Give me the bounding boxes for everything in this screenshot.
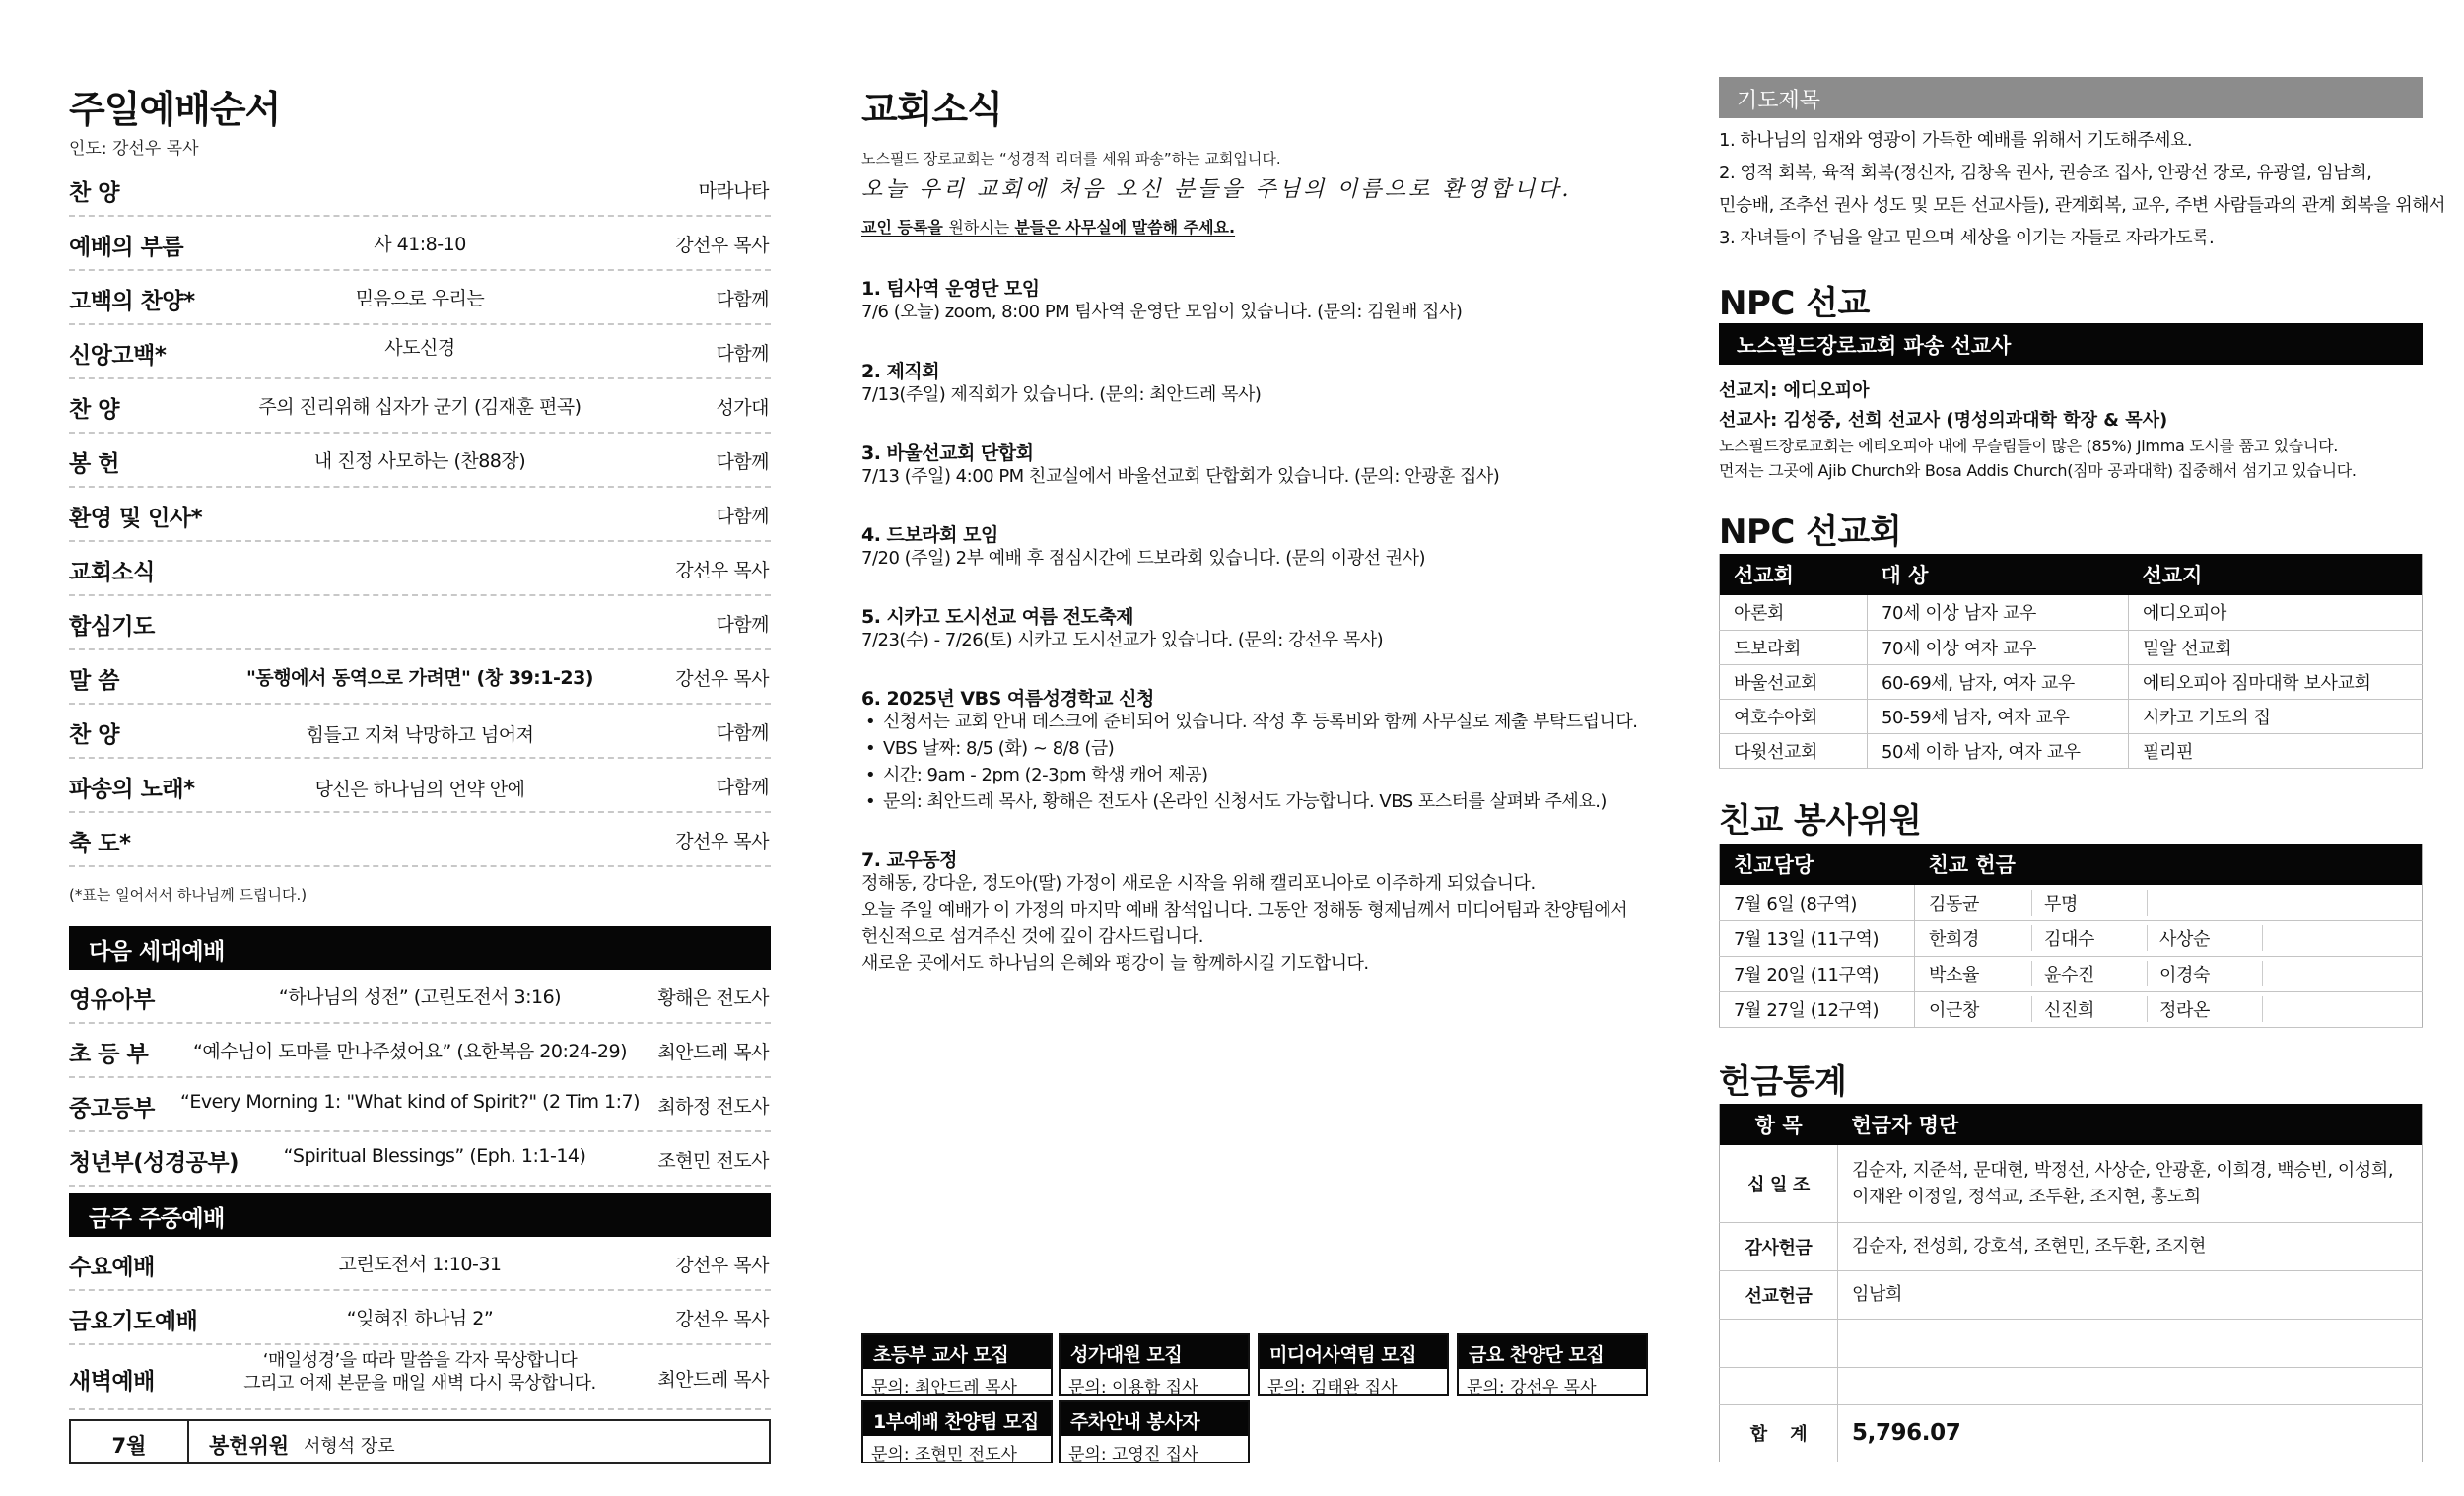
next-gen-row: 초 등 부 “예수님이 도마를 만나주셨어요” (요한복음 20:24-29) 최안드레 목사	[69, 1024, 771, 1078]
committee-name: 서형석 장로	[304, 1436, 395, 1457]
news-heading: 2. 제직회	[861, 361, 940, 382]
recruit-box: 주차안내 봉사자 문의: 고영진 집사	[1059, 1400, 1250, 1463]
missionary-names: 선교사: 김성중, 선희 선교사 (명성의과대학 학장 & 목사)	[1719, 410, 2168, 431]
recruit-box: 성가대원 모집 문의: 이용함 집사	[1059, 1333, 1250, 1396]
standing-note: (*표는 일어서서 하나님께 드립니다.)	[69, 886, 308, 904]
total-row: 합 계 5,796.07	[1720, 1404, 2423, 1462]
mission-groups-table: 선교회 대 상 선교지 아론회 70세 이상 남자 교우 에디오피아 드보라회 70세 이상 여자 교우 밀알 선교회 바울선교회 60-69세, 남자, 여자 교우 에티오피아 짐마대학 보사교회 여호수아회 50-59세 남자, 여자 교우 시카고 기도의 집 다윗선교회 50세 이하 남자, 여자 교우 필리핀	[1719, 554, 2423, 769]
news-body: 7/13 (주일) 4:00 PM 친교실에서 바울선교회 단합회가 있습니다. (문의: 안광훈 집사)	[861, 466, 1500, 487]
news-body: 정해동, 강다운, 정도아(딸) 가정이 새로운 시작을 위해 캘리포니아로 이주하게 되었습니다. 오늘 주일 예배가 이 가정의 마지막 예배 참석입니다. 그동안 정해동 형제님께서 미디어팀과 찬양팀에서 헌신적으로 섬겨주신 것에 깊이 감사드립니다. 새로운 곳에서도 하나님의 은혜와 평강이 늘 함께하시길 기도합니다.	[861, 873, 1628, 974]
service-row: 환영 및 인사* 다함께	[69, 488, 771, 542]
table-row	[1720, 1319, 2423, 1367]
service-row: 고백의 찬양* 믿음으로 우리는 다함께	[69, 271, 771, 325]
news-body: 7/23(수) - 7/26(토) 시카고 도시선교가 있습니다. (문의: 강선우 목사)	[861, 630, 1384, 650]
npc-mission-title: NPC 선교	[1719, 284, 1870, 323]
news-intro: 노스필드 장로교회는 “성경적 리더를 세워 파송”하는 교회입니다.	[861, 150, 1281, 168]
service-row: 예배의 부름 사 41:8-10 강선우 목사	[69, 217, 771, 271]
recruit-box: 초등부 교사 모집 문의: 최안드레 목사	[861, 1333, 1053, 1396]
table-row: 7월 27일 (12구역) 이근창 신진희 정라온	[1720, 991, 2423, 1027]
recruit-box: 미디어사역팀 모집 문의: 김태완 집사	[1258, 1333, 1449, 1396]
weekday-row: 새벽예배 ‘매일성경’을 따라 말씀을 각자 묵상합니다 그리고 어제 본문을 매일 새벽 다시 묵상합니다. 최안드레 목사	[69, 1345, 771, 1410]
page-title: 주일예배순서	[69, 88, 281, 131]
prayer-header: 기도제목	[1719, 77, 2423, 118]
offering-stats-title: 헌금통계	[1719, 1062, 1847, 1102]
news-body: 7/6 (오늘) zoom, 8:00 PM 팀사역 운영단 모임이 있습니다. (문의: 김원배 집사)	[861, 302, 1463, 322]
service-row: 합심기도 다함께	[69, 596, 771, 650]
news-heading: 7. 교우동정	[861, 850, 957, 871]
recruit-box: 금요 찬양단 모집 문의: 강선우 목사	[1457, 1333, 1648, 1396]
table-row: 드보라회 70세 이상 여자 교우 밀알 선교회	[1720, 630, 2423, 664]
fellowship-table: 친교담당 친교 헌금 7월 6일 (8구역) 김동균 무명 7월 13일 (11구역) 한희경 김대수 사상순 7월 20일 (11구역) 박소율 윤수진 이경숙 7월 27일 (12구역) 이근창 신진희 정라온	[1719, 844, 2423, 1028]
list-item: • VBS 날짜: 8/5 (화) ~ 8/8 (금)	[861, 735, 1638, 762]
table-row: 7월 6일 (8구역) 김동균 무명	[1720, 885, 2423, 920]
mission-bar: 노스필드장로교회 파송 선교사	[1719, 323, 2423, 365]
table-row: 여호수아회 50-59세 남자, 여자 교우 시카고 기도의 집	[1720, 699, 2423, 733]
table-row: 다윗선교회 50세 이하 남자, 여자 교우 필리핀	[1720, 733, 2423, 768]
service-row: 찬 양 힘들고 지쳐 낙망하고 넘어져 다함께	[69, 705, 771, 759]
weekday-row: 수요예배 고린도전서 1:10-31 강선우 목사	[69, 1237, 771, 1291]
next-gen-row: 영유아부 “하나님의 성전” (고린도전서 3:16) 황해은 전도사	[69, 970, 771, 1024]
welcome-handwriting: 오늘 우리 교회에 처음 오신 분들을 주님의 이름으로 환영합니다.	[861, 177, 1572, 202]
news-heading: 4. 드보라회 모임	[861, 524, 998, 546]
next-gen-row: 중고등부 “Every Morning 1: "What kind of Spirit?" (2 Tim 1:7) 최하정 전도사	[69, 1078, 771, 1132]
mission-field: 선교지: 에디오피아	[1719, 380, 1870, 401]
vbs-bullet-list	[861, 709, 1638, 815]
table-row: 바울선교회 60-69세, 남자, 여자 교우 에티오피아 짐마대학 보사교회	[1720, 664, 2423, 699]
weekday-row: 금요기도예배 “잊혀진 하나님 2” 강선우 목사	[69, 1291, 771, 1345]
service-row: 봉 헌 내 진정 사모하는 (찬88장) 다함께	[69, 434, 771, 488]
leader-text: 인도: 강선우 목사	[69, 139, 199, 159]
service-row: 교회소식 강선우 목사	[69, 542, 771, 596]
offering-committee-box	[69, 1419, 771, 1464]
list-item: • 시간: 9am - 2pm (2-3pm 학생 캐어 제공)	[861, 762, 1638, 788]
list-item: • 신청서는 교회 안내 데스크에 준비되어 있습니다. 작성 후 등록비와 함께 사무실로 제출 부탁드립니다.	[861, 709, 1638, 735]
mission-description: 노스필드장로교회는 에티오피아 내에 무슬림들이 많은 (85%) Jimma 도시를 품고 있습니다. 먼저는 그곳에 Ajib Church와 Bosa Addis Church(짐마 공과대학) 집중해서 섬기고 있습니다.	[1719, 437, 2357, 480]
news-heading: 5. 시카고 도시선교 여름 전도축제	[861, 606, 1133, 628]
service-row: 찬 양 마라나타	[69, 163, 771, 217]
offering-stats-table: 항 목 헌금자 명단 십 일 조 김순자, 지준석, 문대현, 박정선, 사상순, 안광훈, 이희경, 백승빈, 이성희, 이재완 이정일, 정석교, 조두환, 조지현, 홍도희 감사헌금 김순자, 전성희, 강호석, 조현민, 조두환, 조지현 선교헌금 임남희 합 계 5,796.07	[1719, 1104, 2423, 1462]
news-heading: 6. 2025년 VBS 여름성경학교 신청	[861, 688, 1154, 710]
news-body: 7/20 (주일) 2부 예배 후 점심시간에 드보라회 있습니다. (문의 이광선 권사)	[861, 548, 1425, 569]
news-body: 7/13(주일) 제직회가 있습니다. (문의: 최안드레 목사)	[861, 384, 1262, 405]
service-row: 축 도* 강선우 목사	[69, 813, 771, 867]
table-row: 감사헌금 김순자, 전성희, 강호석, 조현민, 조두환, 조지현	[1720, 1222, 2423, 1270]
fellowship-title: 친교 봉사위원	[1719, 801, 1922, 841]
month-label: 7월	[71, 1421, 189, 1462]
news-title: 교회소식	[861, 88, 1002, 131]
service-row: 찬 양 주의 진리위해 십자가 군기 (김재훈 편곡) 성가대	[69, 379, 771, 434]
offering-total: 5,796.07	[1838, 1404, 2423, 1462]
table-row: 선교헌금 임남희	[1720, 1270, 2423, 1319]
service-row-sermon: 말 씀 "동행에서 동역으로 가려면" (창 39:1-23) 강선우 목사	[69, 650, 771, 705]
table-row: 아론회 70세 이상 남자 교우 에디오피아	[1720, 595, 2423, 630]
news-heading: 3. 바울선교회 단합회	[861, 442, 1034, 464]
next-gen-header: 다음 세대예배	[69, 926, 771, 970]
committee-label: 봉헌위원	[209, 1434, 290, 1458]
service-row: 신앙고백* 사도신경 다함께	[69, 325, 771, 379]
table-row: 7월 13일 (11구역) 한희경 김대수 사상순	[1720, 920, 2423, 956]
next-gen-row: 청년부(성경공부) “Spiritual Blessings” (Eph. 1:1-14) 조현민 전도사	[69, 1132, 771, 1187]
weekday-header: 금주 주중예배	[69, 1193, 771, 1237]
prayer-list: 1. 하나님의 임재와 영광이 가득한 예배를 위해서 기도해주세요. 2. 영적 회복, 육적 회복(정신자, 김창옥 권사, 권승조 집사, 안광선 장로, 유광열, 임남희, 민승배, 조추선 권사 성도 및 모든 선교사들), 관계회복, 교우, 주변 사람들과의 관계 회복을 위해서 3. 자녀들이 주님을 알고 믿으며 세상을 이기는 자들로 자라가도록.	[1719, 130, 2446, 248]
npc-groups-title: NPC 선교회	[1719, 512, 1902, 552]
list-item: • 문의: 최안드레 목사, 황해은 전도사 (온라인 신청서도 가능합니다. VBS 포스터를 살펴봐 주세요.)	[861, 788, 1638, 815]
recruit-box: 1부예배 찬양팀 모집 문의: 조현민 전도사	[861, 1400, 1053, 1463]
table-row	[1720, 1367, 2423, 1404]
table-row: 십 일 조 김순자, 지준석, 문대현, 박정선, 사상순, 안광훈, 이희경, 백승빈, 이성희, 이재완 이정일, 정석교, 조두환, 조지현, 홍도희	[1720, 1145, 2423, 1222]
registration-note: 교인 등록을 원하시는 분들은 사무실에 말씀해 주세요.	[861, 218, 1236, 237]
table-row: 7월 20일 (11구역) 박소율 윤수진 이경숙	[1720, 956, 2423, 991]
service-row: 파송의 노래* 당신은 하나님의 언약 안에 다함께	[69, 759, 771, 813]
news-heading: 1. 팀사역 운영단 모임	[861, 278, 1040, 300]
